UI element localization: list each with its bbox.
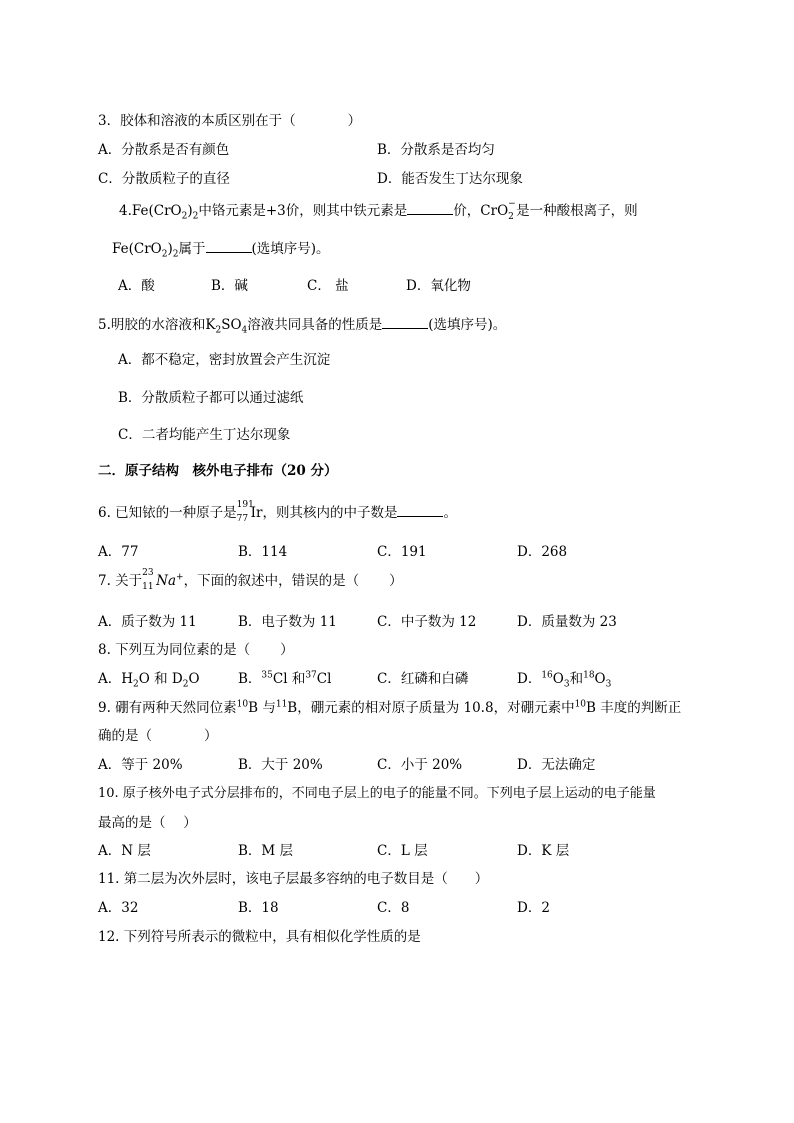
q8-option-b (238, 670, 331, 688)
q4-sub: 2 (181, 211, 188, 222)
q5-option-a: A．都不稳定，密封放置会产生沉淀 (118, 352, 331, 368)
q11-stem: 11. 第二层为次外层时，该电子层最多容纳的电子数目是（ ） (98, 871, 489, 887)
q4-option-d: D．氧化物 (406, 278, 471, 294)
q8-stem-text: 8. 下列互为同位素的是（ (98, 642, 251, 658)
q9-text: 确的是（ (98, 728, 152, 744)
q8-d-text: O (594, 671, 606, 687)
q8-d-text: D． (517, 671, 542, 687)
q5-option-c: C．二者均能产生丁达尔现象 (118, 427, 291, 443)
q7-charge: + (176, 572, 184, 583)
q10-line2: 最高的是（ ） (98, 815, 197, 831)
q11-option-a: A．32 (98, 900, 139, 916)
q4-line2-text: 属于 (178, 241, 206, 257)
q7-stem-body: ，下面的叙述中，错误的是（ (183, 573, 360, 589)
q4-line1-text: 中铬元素是+3价，则其中铁元素是 (198, 203, 408, 219)
q4-line2 (112, 238, 330, 258)
q8-b-text: B． (238, 671, 262, 687)
q4-formula-text: 4.Fe(CrO (119, 203, 182, 219)
q6-stem-text: 6. 已知铱的一种原子是 (98, 505, 237, 521)
q4-line1-after: 价， (453, 203, 481, 219)
q4-blank-category[interactable] (206, 238, 252, 253)
q3-option-a: A．分散系是否有颜色 (98, 142, 230, 158)
q7-symbol: Na (156, 573, 177, 589)
q3-stem-text: 3．胶体和溶液的本质区别在于（ (98, 113, 296, 129)
q9-text: B 丰度的判断正 (586, 700, 682, 716)
q4-blank-valence[interactable] (407, 200, 453, 215)
q9-text: B 与 (248, 700, 276, 716)
q3-option-b: B．分散系是否均匀 (377, 142, 495, 158)
q6-option-b: B．114 (238, 544, 288, 560)
q9-mass: 11 (275, 699, 288, 710)
section-2-heading: 二．原子结构 核外电子排布（20 分） (98, 463, 338, 479)
q4-sub: 2 (161, 249, 168, 260)
q8-a-text: O 和 D (138, 671, 183, 687)
q8-stem (98, 641, 294, 659)
q7-option-b: B．电子数为 11 (238, 614, 337, 630)
q7-mass-number: 23 (142, 567, 154, 578)
q7-option-c: C．中子数为 12 (377, 614, 477, 630)
q8-option-d (517, 670, 611, 688)
q6-symbol: Ir (250, 505, 263, 521)
q4-option-c: C． 盐 (307, 278, 349, 294)
q8-b-text: Cl (316, 671, 332, 687)
q8-d-sub: 3 (605, 679, 612, 690)
q6-stem-end: 。 (443, 505, 457, 521)
q8-b-text: Cl 和 (272, 671, 306, 687)
q4-formula2-text: Fe(CrO (112, 241, 162, 257)
q7-atomic-number: 11 (142, 581, 154, 592)
q8-d-text: 和 (569, 671, 584, 687)
q11-option-d: D．2 (517, 900, 550, 916)
q9-line1 (98, 699, 681, 717)
q5-stem (98, 314, 506, 334)
q5-sub: 4 (241, 325, 248, 336)
q8-d-sub: 3 (563, 679, 570, 690)
q7-stem (98, 567, 403, 592)
q6-option-a: A．77 (98, 544, 139, 560)
q3-option-c: C．分散质粒子的直径 (98, 171, 230, 187)
q6-option-d: D．268 (517, 544, 568, 560)
q4-ion (480, 198, 516, 222)
q6-option-c: C．191 (377, 544, 427, 560)
q8-b-mass: 37 (305, 670, 317, 681)
q5-stem-end: (选填序号)。 (428, 317, 507, 333)
q6-stem-body: ，则其核内的中子数是 (262, 505, 398, 521)
q4-line1 (119, 200, 638, 221)
q8-a-sub: 2 (182, 679, 189, 690)
q7-nuclide-scripts (142, 567, 156, 592)
q9-option-a: A．等于 20% (98, 757, 183, 773)
q4-sub: 2 (192, 211, 199, 222)
q5-blank[interactable] (382, 314, 428, 329)
q8-a-sub: 2 (133, 679, 139, 690)
q7-option-a: A．质子数为 11 (98, 614, 197, 630)
q4-option-a: A．酸 (118, 278, 155, 294)
q7-stem-end: ） (389, 573, 403, 589)
q6-nuclide-scripts (236, 499, 254, 524)
q8-a-text: O (188, 671, 200, 687)
q10-option-a: A．N 层 (98, 843, 151, 859)
q4-formula-paren: ) (187, 203, 193, 219)
q4-ion-charge: − (508, 198, 516, 209)
q4-ion-sub: 2 (508, 211, 514, 222)
q8-b-mass: 35 (261, 670, 273, 681)
q6-stem (98, 499, 457, 524)
q8-option-a (98, 670, 200, 688)
q8-d-mass: 16 (541, 670, 553, 681)
q4-ion-base: CrO (480, 203, 509, 219)
q5-stem-body: 溶液共同具备的性质是 (247, 317, 383, 333)
q9-option-d: D．无法确定 (517, 757, 596, 773)
q9-option-c: C．小于 20% (377, 757, 463, 773)
q8-d-mass: 18 (583, 670, 595, 681)
q4-sub: 2 (172, 249, 179, 260)
q11-option-c: C．8 (377, 900, 410, 916)
q4-line1-end: 是一种酸根离子，则 (516, 203, 638, 219)
q9-mass: 10 (236, 699, 249, 710)
q8-a-text: A．H (98, 671, 134, 687)
q4-line2-end: (选填序号)。 (251, 241, 330, 257)
q8-d-text: O (552, 671, 564, 687)
q9-option-b: B．大于 20% (238, 757, 323, 773)
q5-option-b: B．分散质粒子都可以通过滤纸 (118, 390, 304, 406)
q9-mass: 10 (574, 699, 587, 710)
q3-option-d: D．能否发生丁达尔现象 (377, 171, 523, 187)
q3-stem-close: ） (347, 113, 362, 129)
q8-stem-end: ） (280, 642, 294, 658)
q6-mass-number: 191 (236, 499, 254, 510)
q10-option-b: B．M 层 (238, 843, 294, 859)
q3-stem (98, 112, 361, 130)
q9-text: B，硼元素的相对原子质量为 10.8，对硼元素中 (287, 700, 575, 716)
q4-formula2-paren: ) (167, 241, 173, 257)
q11-option-b: B．18 (238, 900, 279, 916)
q10-option-d: D．K 层 (517, 843, 570, 859)
q9-line2 (98, 727, 218, 745)
q6-blank[interactable] (397, 502, 443, 517)
q5-sub: 2 (215, 325, 222, 336)
q6-atomic-number: 77 (236, 513, 249, 524)
q9-text: ） (204, 728, 218, 744)
q7-stem-text: 7. 关于 (98, 573, 143, 589)
q10-line1: 10. 原子核外电子式分层排布的，不同电子层上的电子的能量不同。下列电子层上运动的电子能量 (98, 786, 656, 801)
q7-option-d: D．质量数为 23 (517, 614, 617, 630)
q12-stem: 12. 下列符号所表示的微粒中，具有相似化学性质的是 (98, 929, 421, 945)
q9-text: 9. 硼有两种天然同位素 (98, 700, 237, 716)
q4-ion-scripts (508, 198, 516, 222)
q10-option-c: C．L 层 (377, 843, 428, 859)
q5-stem-so: SO (221, 317, 242, 333)
q5-stem-text: 5.明胶的水溶液和K (98, 317, 216, 333)
q4-option-b: B．碱 (211, 278, 248, 294)
q8-option-c: C．红磷和白磷 (377, 671, 469, 687)
